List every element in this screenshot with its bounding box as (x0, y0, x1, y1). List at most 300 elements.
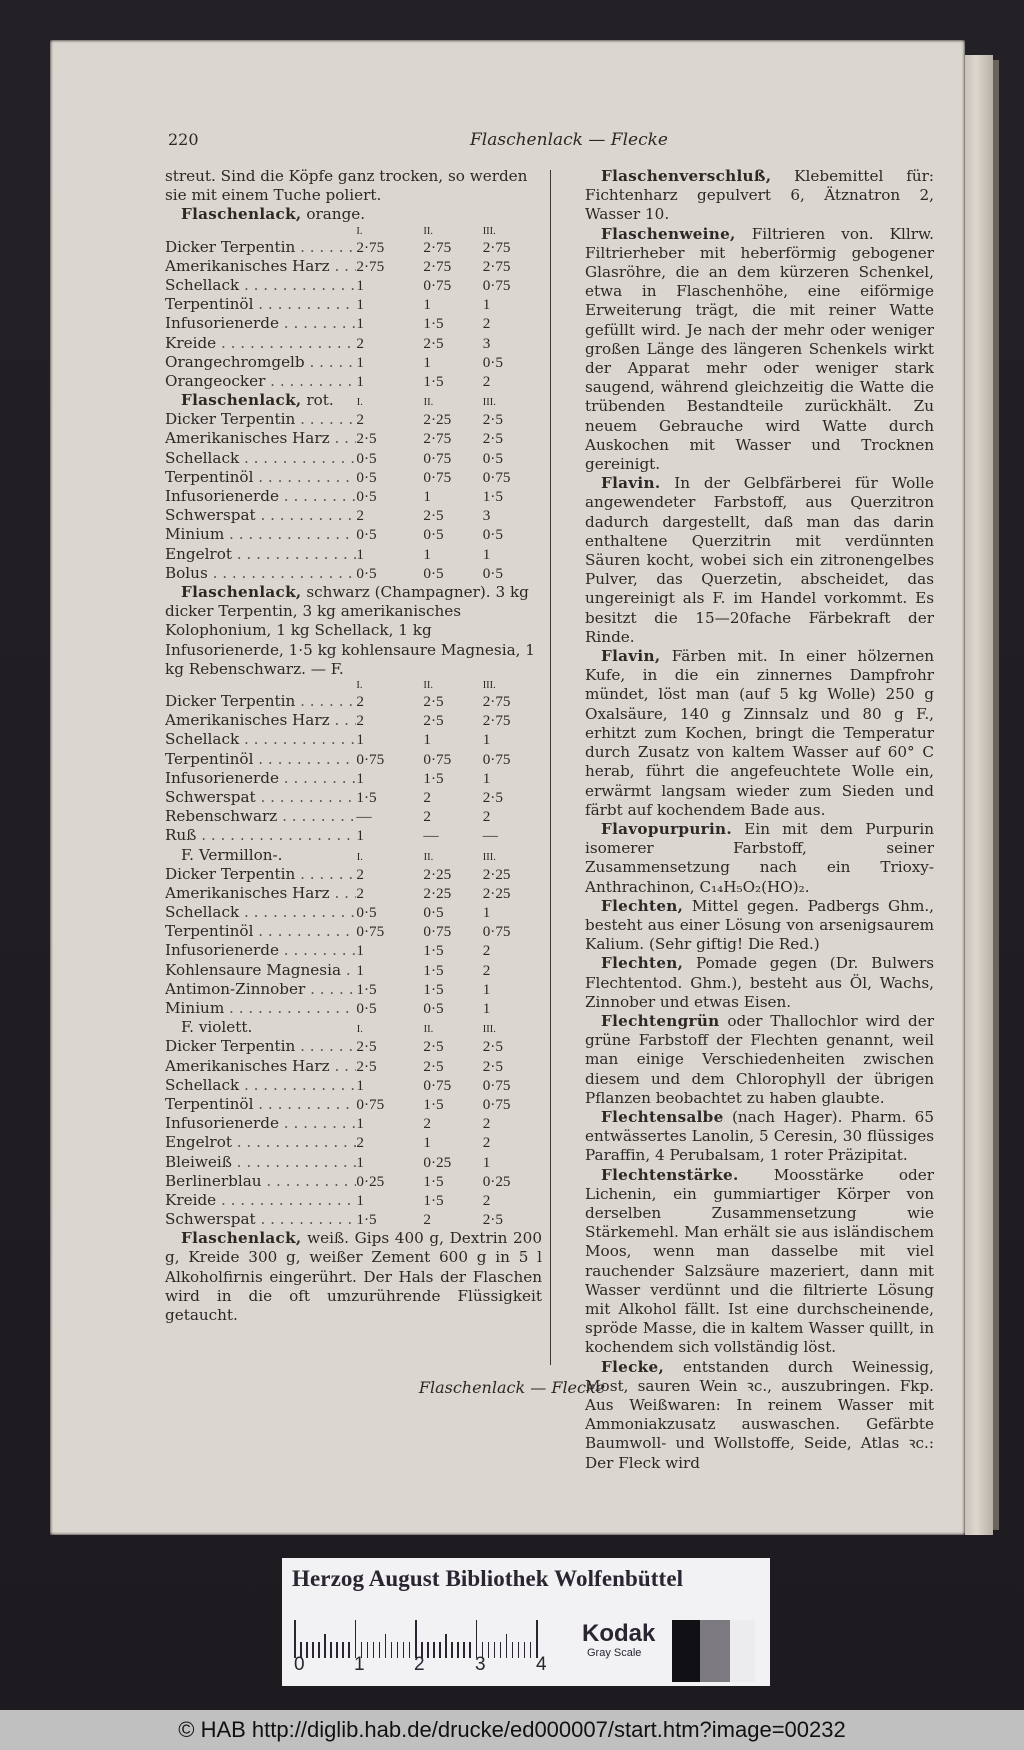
ruler-tick (518, 1642, 520, 1658)
table-row (165, 257, 542, 276)
recipe-table-rot (165, 410, 542, 583)
ruler-tick (312, 1642, 314, 1658)
quantity-cell: 0·75 (356, 1095, 385, 1113)
quantity-cell: 0·75 (423, 1076, 452, 1094)
recipe-table-orange (165, 225, 542, 392)
quantity-cell: 0·75 (423, 276, 452, 294)
quantity-cell: 1 (356, 1115, 364, 1133)
lemma: Flavin, (601, 647, 661, 666)
ingredient-label: Amerikanisches Harz . . . (165, 429, 356, 448)
table-row (165, 334, 542, 353)
entry-schwarz (165, 583, 542, 679)
quantity-cell: 0·75 (423, 750, 452, 768)
lemma: Flavopurpurin. (601, 819, 732, 838)
ingredient-label: Schellack . . . (165, 1076, 356, 1095)
sub-entry-label: F. Vermillon-. (181, 845, 283, 864)
quantity-cell: 2 (356, 884, 364, 902)
dictionary-entry (585, 474, 934, 647)
ingredient-label: Kreide . . . (165, 334, 356, 353)
table-row (165, 1191, 542, 1210)
quantity-cell: 1·5 (356, 980, 377, 998)
entry-text: weiß. Gips 400 g, Dextrin 200 g, Kreide 300 g, weißer Zement 600 g in 5 l Alkoholfirnis eingerührt. Der Hals der Flaschen wird in die oft umzurührende Flüssigkeit getaucht. (165, 1229, 542, 1325)
ingredient-label: Schellack . . . (165, 730, 356, 749)
entry-text: schwarz (Champagner). 3 kg dicker Terpentin, 3 kg amerikanisches Kolophonium, 1 kg Schellack, 1 kg Infusorienerde, 1·5 kg kohlensaure Magnesia, 1 kg Rebenschwarz. — F. (165, 582, 535, 678)
ingredient-label: Berlinerblau . . . (165, 1172, 356, 1191)
table-row (165, 1172, 542, 1191)
ruler-tick (457, 1642, 459, 1658)
ruler-tick (494, 1642, 496, 1658)
quantity-cell: 0·75 (423, 923, 452, 941)
page-edge-shadow (993, 60, 999, 1530)
ruler-tick (318, 1642, 320, 1658)
table-row (165, 961, 542, 980)
ruler-tick (367, 1642, 369, 1658)
col-header: III. (482, 1024, 496, 1036)
ruler-tick (500, 1642, 502, 1658)
entry-text: Klebemittel für: Fichtenharz gepulvert 6, Ätznatron 2, Wasser 10. (585, 167, 934, 224)
swatch-white (730, 1620, 755, 1682)
col-header: I. (356, 397, 363, 409)
ingredient-label: Infusorienerde . . . (165, 1114, 356, 1133)
quantity-cell: 1 (356, 1153, 364, 1171)
dictionary-entry (585, 954, 934, 1012)
quantity-cell: 1 (356, 769, 364, 787)
ruler-tick (512, 1642, 514, 1658)
quantity-cell: 3 (482, 334, 491, 352)
ingredient-label: Infusorienerde . . . (165, 487, 356, 506)
entry-orange-heading (165, 205, 542, 224)
descriptor: orange. (306, 205, 366, 224)
running-head (0, 130, 1024, 154)
quantity-cell: — (482, 827, 498, 845)
ingredient-label: Minium . . . (165, 999, 356, 1018)
quantity-cell: 1 (423, 1134, 431, 1152)
recipe-table-vermillon (165, 865, 542, 1019)
lemma: Flaschenverschluß, (601, 167, 772, 185)
ruler-number: 1 (354, 1654, 365, 1675)
table-row (165, 711, 542, 730)
ingredient-label: Dicker Terpentin . . . (165, 865, 356, 884)
quantity-cell: — (423, 827, 439, 845)
quantity-cell: 1 (356, 315, 364, 333)
ingredient-label: Engelrot . . . (165, 1133, 356, 1152)
table-row (165, 1114, 542, 1133)
dictionary-entry (585, 1358, 934, 1473)
quantity-cell: 1 (356, 1191, 364, 1209)
table-row (165, 999, 542, 1018)
quantity-cell: 1 (356, 372, 364, 390)
quantity-cell: 2·5 (482, 1211, 503, 1229)
quantity-cell: 1 (356, 942, 364, 960)
quantity-cell: 0·75 (482, 923, 511, 941)
quantity-cell: 2·75 (423, 257, 452, 275)
quantity-cell: 2·5 (482, 430, 503, 448)
table-row (165, 730, 542, 749)
quantity-cell: 2·5 (423, 1057, 444, 1075)
sub-entry-label: F. violett. (181, 1018, 253, 1037)
col-header: III. (482, 397, 496, 409)
quantity-cell: 2·75 (356, 238, 385, 256)
ingredient-label: Ruß . . . (165, 826, 356, 845)
ingredient-label: Orangechromgelb . . . (165, 353, 356, 372)
ingredient-label: Amerikanisches Harz . . . (165, 1057, 356, 1076)
ruler-tick (409, 1642, 411, 1658)
quantity-cell: 2 (423, 808, 431, 826)
ingredient-label: Orangeocker . . . (165, 372, 356, 391)
table-row (165, 238, 542, 257)
quantity-cell: 1 (356, 827, 364, 845)
ingredient-label: Bolus . . . (165, 564, 356, 583)
running-head-title: Flaschenlack — Flecke (470, 130, 668, 150)
lemma: Flaschenweine, (601, 224, 736, 243)
table-row (165, 487, 542, 506)
lemma: Flaschenlack, (181, 391, 302, 410)
library-name: Herzog August Bibliothek Wolfenbüttel (292, 1566, 684, 1591)
quantity-cell: 2 (356, 693, 364, 710)
table-row (165, 314, 542, 333)
table-row (165, 865, 542, 884)
quantity-cell: 1 (482, 904, 491, 922)
quantity-cell: 2·75 (482, 238, 511, 256)
quantity-cell: 2·5 (356, 1038, 377, 1056)
table-row (165, 545, 542, 564)
ruler-tick (469, 1642, 471, 1658)
quantity-cell: 2·25 (423, 884, 452, 902)
ruler-tick (530, 1642, 532, 1658)
quantity-cell: 1 (423, 353, 431, 371)
ingredient-label: Schwerspat . . . (165, 506, 356, 525)
ingredient-label: Terpentinöl . . . (165, 1095, 356, 1114)
ruler-tick (451, 1642, 453, 1658)
quantity-cell: 1·5 (423, 769, 444, 787)
quantity-cell: 0·5 (356, 526, 377, 544)
quantity-cell: 0·5 (423, 1000, 444, 1017)
quantity-cell: 2 (423, 1115, 431, 1133)
table-row (165, 449, 542, 468)
quantity-cell: 2 (482, 315, 491, 333)
ruler-tick (463, 1642, 465, 1658)
quantity-cell: 2 (356, 712, 364, 730)
table-header (165, 679, 542, 692)
table-row (165, 1037, 542, 1056)
swatch-black (672, 1620, 700, 1682)
quantity-cell: 2 (356, 334, 364, 352)
col-header: II. (423, 1024, 434, 1036)
ruler-number: 3 (475, 1654, 486, 1675)
quantity-cell: 2 (482, 372, 491, 390)
ingredient-label: Kohlensaure Magnesia . . . (165, 961, 356, 980)
quantity-cell: 2·25 (482, 884, 511, 902)
recipe-table-schwarz (165, 679, 542, 846)
quantity-cell: 1 (423, 731, 431, 749)
col-header: II. (423, 680, 433, 691)
quantity-cell: 2·75 (423, 238, 452, 256)
intro-text: streut. Sind die Köpfe ganz trocken, so werden sie mit einem Tuche poliert. (165, 167, 528, 205)
quantity-cell: 1 (423, 296, 431, 314)
ingredient-label: Schwerspat . . . (165, 1210, 356, 1229)
entry-text: Mittel gegen. Padbergs Ghm., besteht aus einer Lösung von arsenigsaurem Kalium. (Sehr giftig! Die Red.) (585, 896, 935, 954)
page-number: 220 (168, 130, 199, 149)
quantity-cell: 0·5 (356, 904, 377, 922)
ruler-tick (476, 1620, 478, 1658)
entry-violett-heading (165, 1018, 542, 1037)
quantity-cell: 0·25 (423, 1153, 452, 1171)
ingredient-label: Schellack . . . (165, 903, 356, 922)
entry-text: Moosstärke oder Lichenin, ein gummiartiger Körper von derselben Zusammensetzung wie Stärkemehl. Man erhält sie aus isländischem Moos, wenn man dasselbe mit viel rauchender Salzsäure mazeriert, dann mit Wasser verdünnt und die filtrierte Lösung mit Alkohol fällt. Ist eine durchscheinende, spröde Masse, die in kaltem Wasser quillt, in kochendem sich vollständig löst. (585, 1165, 934, 1357)
dictionary-entry (585, 1166, 934, 1358)
ruler-icon (294, 1618, 544, 1658)
quantity-cell: — (356, 808, 372, 826)
entry-text: In der Gelbfärberei für Wolle angewendeter Farbstoff, aus Querzitron dadurch dargestellt, daß man das darin enthaltene Querzitrin mit verdünnten Säuren kocht, wobei sich ein zitronengelbes Pulver, das Querzetin, abscheidet, das ungereinigt als F. im Handel vorkommt. Es besitzt die 15—20fache Färbekraft der Rinde. (585, 474, 934, 646)
swatch-gray (700, 1620, 730, 1682)
ingredient-label: Engelrot . . . (165, 545, 356, 564)
ruler-number: 2 (414, 1654, 425, 1675)
quantity-cell: 2·5 (423, 507, 444, 525)
right-column (585, 167, 934, 1473)
lemma: Flaschenlack, (181, 205, 302, 224)
ruler-tick (379, 1642, 381, 1658)
quantity-cell: 2 (482, 1115, 491, 1133)
table-row (165, 372, 542, 391)
quantity-cell: 2 (482, 961, 491, 979)
col-header: I. (356, 225, 363, 237)
lemma: Flechtenstärke. (601, 1165, 739, 1184)
quantity-cell: 0·5 (482, 449, 503, 467)
quantity-cell: 0·75 (482, 276, 511, 294)
entry-vermillon-heading (165, 846, 542, 865)
table-row (165, 980, 542, 999)
quantity-cell: 2·5 (423, 334, 444, 352)
quantity-cell: 1 (482, 1153, 491, 1171)
quantity-cell: 1·5 (423, 372, 444, 390)
quantity-cell: 2·75 (482, 712, 511, 730)
descriptor: rot. (306, 391, 334, 410)
table-header (165, 225, 542, 238)
dictionary-entry (585, 225, 934, 475)
col-header: III. (482, 225, 496, 237)
quantity-cell: 1 (482, 1000, 491, 1017)
entry-text: Pomade gegen (Dr. Bulwers Flechtentod. Ghm.), besteht aus Öl, Wachs, Zinnober und etwas Eisen. (585, 954, 934, 1011)
ingredient-label: Infusorienerde . . . (165, 941, 356, 960)
quantity-cell: 2 (356, 411, 364, 429)
quantity-cell: 2·5 (482, 411, 503, 429)
entry-rot-heading (165, 391, 542, 410)
table-row (165, 1076, 542, 1095)
ingredient-label: Schellack . . . (165, 276, 356, 295)
ruler-number: 4 (536, 1654, 547, 1675)
quantity-cell: 2·25 (482, 865, 511, 883)
quantity-cell: 1 (482, 296, 491, 314)
table-row (165, 1133, 542, 1152)
ruler-tick (445, 1634, 447, 1658)
ingredient-label: Dicker Terpentin . . . (165, 410, 356, 429)
col-header: III. (482, 851, 496, 863)
ingredient-label: Bleiweiß . . . (165, 1153, 356, 1172)
quantity-cell: 0·5 (356, 449, 377, 467)
quantity-cell: 1 (482, 980, 491, 998)
quantity-cell: 0·5 (423, 526, 444, 544)
quantity-cell: 1 (356, 731, 364, 749)
ingredient-label: Schwerspat . . . (165, 788, 356, 807)
quantity-cell: 2 (356, 507, 364, 525)
color-calibration-card (282, 1558, 770, 1686)
ruler-tick (336, 1642, 338, 1658)
ruler-tick (488, 1642, 490, 1658)
quantity-cell: 1·5 (423, 1191, 444, 1209)
ruler-tick (306, 1642, 308, 1658)
quantity-cell: 2·75 (356, 257, 385, 275)
entry-text: oder Thallochlor wird der grüne Farbstoff der Flechten genannt, weil man einige Verschiedenheiten zwischen diesem und dem Chlorophyll der übrigen Pflanzen beobachtet zu haben glaubte. (585, 1011, 935, 1107)
quantity-cell: 2 (482, 1191, 491, 1209)
quantity-cell: 1·5 (423, 980, 444, 998)
entry-text: Filtrieren von. Kllrw. Filtrierheber mit heberförmig gebogener Glasröhre, die an dem kürzeren Schenkel, etwa in Flaschenhöhe, eine eiförmige Erweiterung trägt, die mit reiner Watte gefüllt wird. Je nach der mehr oder weniger großen Länge des längeren Schenkels wirkt der Apparat mehr oder weniger stark saugend, während gleichzeitig die Watte die trübenden Bestandteile zurückhält. Zu neuem Gebrauche wird Watte durch Auskochen mit Wasser und Trocknen gereinigt. (585, 224, 934, 474)
ingredient-label: Terpentinöl . . . (165, 468, 356, 487)
ruler-tick (403, 1642, 405, 1658)
table-row (165, 506, 542, 525)
quantity-cell: 2·25 (423, 865, 452, 883)
quantity-cell: 1 (423, 488, 431, 506)
quantity-cell: 0·5 (356, 1000, 377, 1017)
table-row (165, 1153, 542, 1172)
ruler-number: 0 (294, 1654, 305, 1675)
table-row (165, 353, 542, 372)
quantity-cell: 2·75 (482, 693, 511, 710)
ruler-tick (342, 1642, 344, 1658)
table-row (165, 429, 542, 448)
quantity-cell: 2 (482, 808, 491, 826)
col-header: I. (356, 680, 363, 691)
lemma: Flaschenlack, (181, 1229, 302, 1248)
ingredient-label: Terpentinöl . . . (165, 295, 356, 314)
table-row (165, 276, 542, 295)
dictionary-entry (585, 897, 934, 955)
entry-weiss (165, 1229, 542, 1325)
ingredient-label: Infusorienerde . . . (165, 314, 356, 333)
table-row (165, 295, 542, 314)
quantity-cell: 2 (423, 1211, 431, 1229)
ruler-tick (391, 1642, 393, 1658)
ruler-tick (294, 1620, 296, 1658)
ruler-tick (348, 1642, 350, 1658)
ingredient-label: Minium . . . (165, 525, 356, 544)
col-header: II. (423, 225, 433, 237)
quantity-cell: 2 (482, 942, 491, 960)
quantity-cell: 3 (482, 507, 491, 525)
quantity-cell: 1 (356, 276, 364, 294)
quantity-cell: 1·5 (423, 961, 444, 979)
ingredient-label: Terpentinöl . . . (165, 922, 356, 941)
quantity-cell: 1 (356, 961, 364, 979)
quantity-cell: 1 (356, 545, 364, 563)
ingredient-label: Amerikanisches Harz . . . (165, 711, 356, 730)
quantity-cell: 1·5 (423, 1172, 444, 1190)
lemma: Flechten, (601, 954, 684, 973)
table-row (165, 826, 542, 845)
quantity-cell: 2·5 (423, 693, 444, 710)
quantity-cell: 2·5 (482, 788, 503, 806)
ingredient-label: Amerikanisches Harz . . . (165, 884, 356, 903)
col-header: II. (423, 851, 434, 863)
entry-text: entstanden durch Weinessig, Most, sauren Wein ꝛc., auszubringen. Fkp. Aus Weißwaren: In reinem Wasser mit Ammoniakzusatz auswaschen. Gefärbte Baumwoll- und Wollstoffe, Seide, Atlas ꝛc.: Der Fleck wird (585, 1357, 934, 1472)
ruler-tick (355, 1620, 357, 1658)
ingredient-label: Dicker Terpentin . . . (165, 1037, 356, 1056)
lemma: Flechtensalbe (601, 1107, 724, 1126)
ruler-tick (439, 1642, 441, 1658)
left-column (165, 167, 542, 1325)
table-row (165, 410, 542, 429)
quantity-cell: 1·5 (423, 1095, 444, 1113)
dictionary-entry (585, 167, 934, 225)
quantity-cell: 0·5 (356, 488, 377, 506)
ruler-tick (324, 1634, 326, 1658)
quantity-cell: 0·75 (482, 1095, 511, 1113)
ruler-tick (415, 1620, 417, 1658)
table-row (165, 788, 542, 807)
entry-text: (nach Hager). Pharm. 65 entwässertes Lanolin, 5 Ceresin, 30 flüssiges Paraffin, 4 Perubalsam, 1 roter Präzipitat. (585, 1107, 934, 1165)
ruler-tick (397, 1642, 399, 1658)
table-row (165, 750, 542, 769)
lemma: Flaschenlack, (181, 582, 302, 601)
ingredient-label: Schellack . . . (165, 449, 356, 468)
quantity-cell: 1·5 (423, 942, 444, 960)
quantity-cell: 2 (482, 1134, 491, 1152)
quantity-cell: 1 (482, 731, 491, 749)
col-header: I. (356, 851, 363, 863)
quantity-cell: 0·75 (482, 750, 511, 768)
ruler-tick (330, 1642, 332, 1658)
entry-text: Färben mit. In einer hölzernen Kufe, in die ein zinnernes Dampfrohr mündet, löst man (auf 5 kg Wolle) 250 g Oxalsäure, 140 g Zinnsalz und 80 g F., erhitzt zum Kochen, bringt die Temperatur durch Zusatz von kaltem Wasser auf 60° C herab, führt die angefeuchtete Wolle ein, erwärmt langsam wieder zum Sieden und färbt auf kochendem Bade aus. (585, 647, 934, 819)
quantity-cell: 0·75 (356, 923, 385, 941)
quantity-cell: 0·5 (482, 564, 503, 582)
table-row (165, 468, 542, 487)
quantity-cell: 0·75 (356, 750, 385, 768)
quantity-cell: 1 (482, 545, 491, 563)
quantity-cell: 2·75 (423, 430, 452, 448)
ingredient-label: Rebenschwarz . . . (165, 807, 356, 826)
quantity-cell: 1·5 (482, 488, 503, 506)
recipe-table-violett (165, 1037, 542, 1229)
col-header: I. (356, 1024, 363, 1036)
table-row (165, 769, 542, 788)
ingredient-label: Dicker Terpentin . . . (165, 692, 356, 711)
quantity-cell: 0·75 (482, 468, 511, 486)
copyright-bar: © HAB http://diglib.hab.de/drucke/ed000007/start.htm?image=00232 (0, 1710, 1024, 1750)
table-row (165, 525, 542, 544)
col-header: II. (423, 397, 434, 409)
quantity-cell: 0·5 (356, 468, 377, 486)
dictionary-entry (585, 1108, 934, 1166)
column-rule (550, 170, 551, 1365)
table-row (165, 692, 542, 711)
ingredient-label: Kreide . . . (165, 1191, 356, 1210)
quantity-cell: 0·5 (482, 353, 503, 371)
quantity-cell: 0·5 (423, 904, 444, 922)
table-row (165, 1095, 542, 1114)
quantity-cell: 1 (423, 545, 431, 563)
kodak-logo: Kodak (582, 1620, 656, 1647)
ruler-tick (373, 1642, 375, 1658)
dictionary-entry (585, 647, 934, 820)
lemma: Flecke, (601, 1357, 665, 1376)
ruler-tick (506, 1634, 508, 1658)
table-row (165, 807, 542, 826)
quantity-cell: 1 (482, 769, 491, 787)
table-row (165, 564, 542, 583)
col-header: III. (482, 680, 496, 691)
ingredient-label: Terpentinöl . . . (165, 750, 356, 769)
quantity-cell: 0·75 (423, 449, 452, 467)
ruler-tick (427, 1642, 429, 1658)
